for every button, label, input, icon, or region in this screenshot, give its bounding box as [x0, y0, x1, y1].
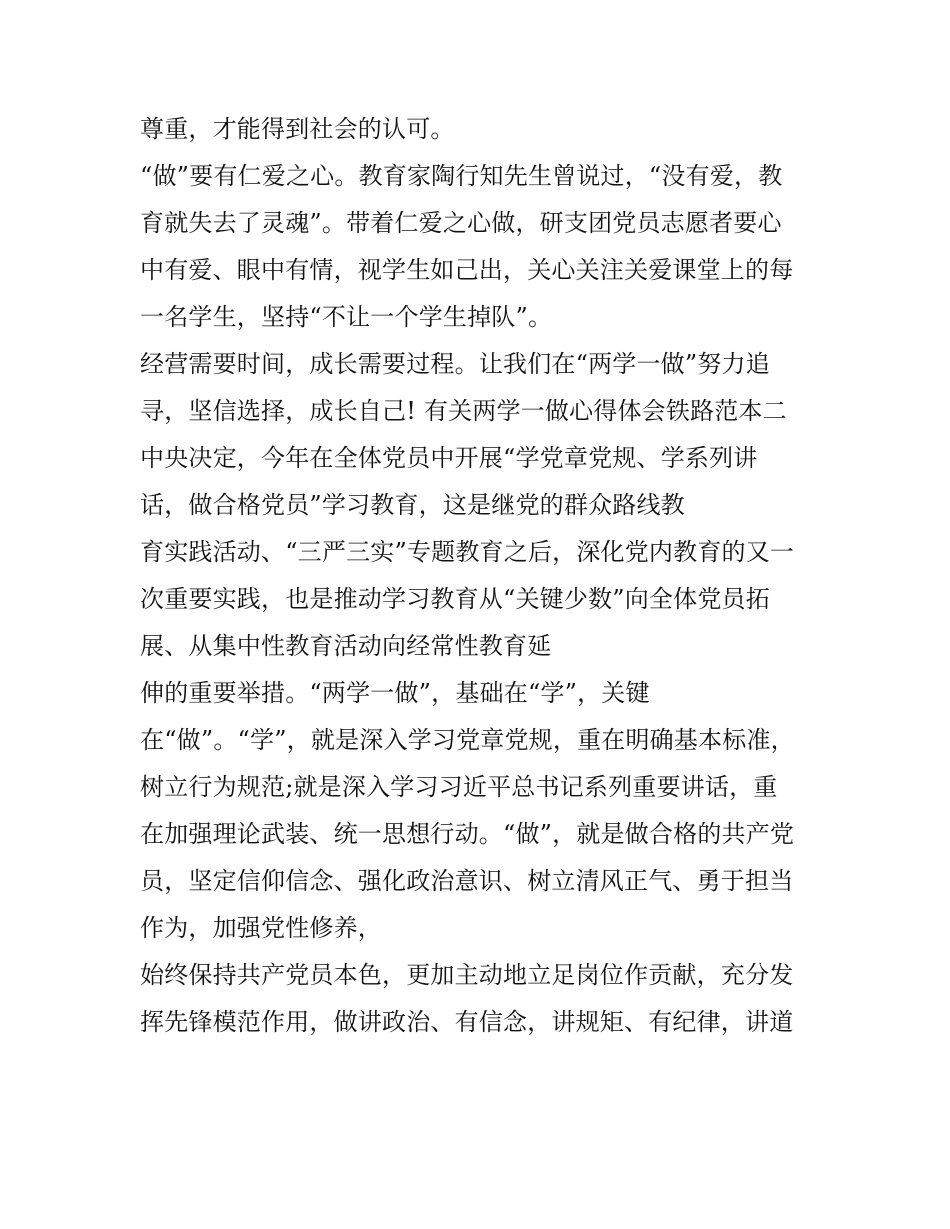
text-line: 在加强理论武装、统一思想行动。“做”，就是做合格的共产党 [140, 820, 795, 848]
text-line: “做”要有仁爱之心。教育家陶行知先生曾说过，“没有爱，教 [140, 162, 783, 190]
text-line: 展、从集中性教育活动向经常性教育延 [140, 632, 552, 660]
text-line: 挥先锋模范作用，做讲政治、有信念，讲规矩、有纪律，讲道 [140, 1008, 794, 1036]
text-line: 作为，加强党性修养， [140, 914, 382, 942]
text-line: 尊重，才能得到社会的认可。 [140, 115, 455, 143]
text-line: 经营需要时间，成长需要过程。让我们在“两学一做”努力追 [140, 350, 770, 378]
text-line: 始终保持共产党员本色，更加主动地立足岗位作贡献，充分发 [140, 961, 794, 989]
text-line: 中有爱、眼中有情，视学生如己出，关心关注关爱课堂上的每 [140, 256, 794, 284]
text-line: 在“做”。“学”，就是深入学习党章党规，重在明确基本标准， [140, 726, 795, 754]
text-line: 树立行为规范;就是深入学习习近平总书记系列重要讲话，重 [140, 773, 778, 801]
text-line: 话，做合格党员”学习教育，这是继党的群众路线教 [140, 491, 685, 519]
text-line: 一名学生，坚持“不让一个学生掉队”。 [140, 303, 553, 331]
text-line: 中央决定，今年在全体党员中开展“学党章党规、学系列讲 [140, 444, 758, 472]
text-line: 次重要实践，也是推动学习教育从“关键少数”向全体党员拓 [140, 585, 770, 613]
text-line: 育实践活动、“三严三实”专题教育之后，深化党内教育的又一 [140, 538, 795, 566]
text-line: 寻，坚信选择，成长自己! 有关两学一做心得体会铁路范本二 [140, 397, 787, 425]
text-line: 伸的重要举措。“两学一做”，基础在“学”，关键 [140, 679, 650, 707]
document-body [140, 106, 830, 1046]
text-line: 员，坚定信仰信念、强化政治意识、树立清风正气、勇于担当 [140, 867, 794, 895]
text-line: 育就失去了灵魂”。带着仁爱之心做，研支团党员志愿者要心 [140, 209, 782, 237]
